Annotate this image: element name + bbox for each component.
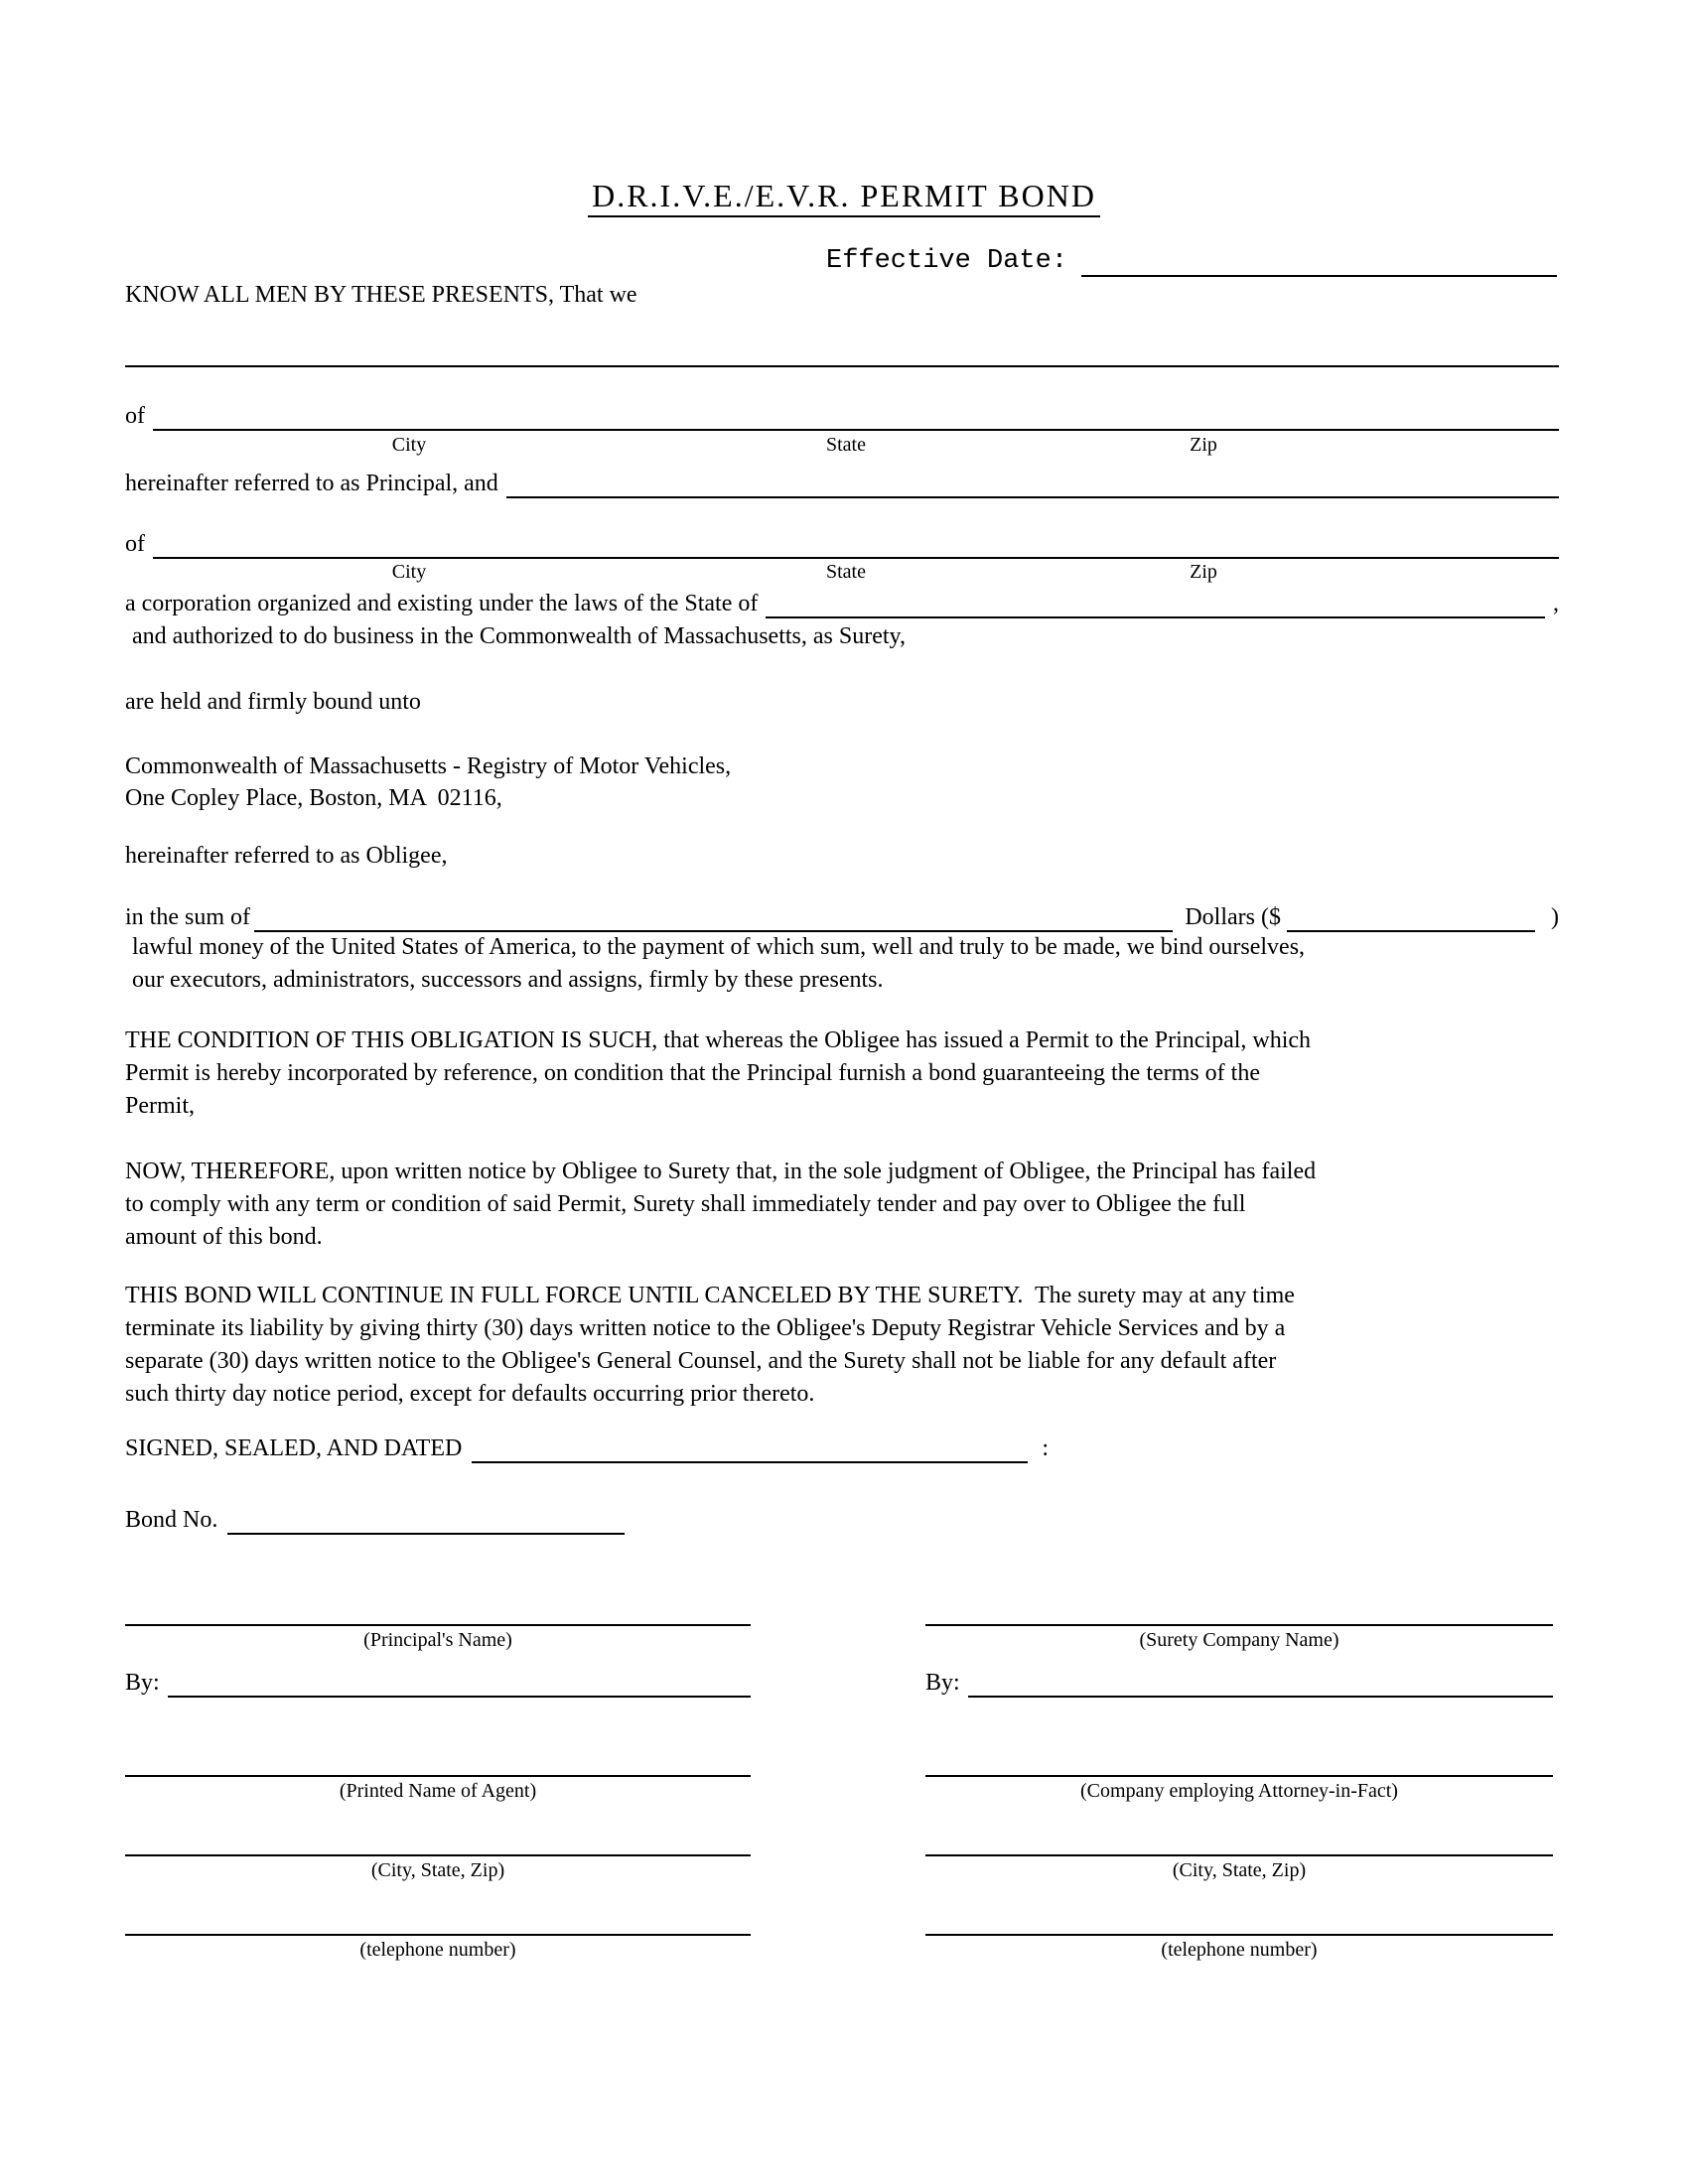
lawful-money-block — [125, 931, 1305, 997]
obligee-block — [125, 751, 731, 814]
state-of-incorporation-field[interactable] — [766, 589, 1545, 618]
principal-name-sign-field[interactable] — [125, 1624, 751, 1626]
page-title: D.R.I.V.E./E.V.R. PERMIT BOND — [588, 179, 1100, 217]
principal-address-row — [125, 401, 1559, 431]
principal-by-row — [125, 1668, 751, 1698]
surety-phone-field[interactable] — [925, 1934, 1553, 1936]
text-line: terminate its liability by giving thirty (30) days written notice to the Obligee's Deputy Registrar Vehicle Services and by a — [125, 1315, 1286, 1341]
surety-company-name-field[interactable] — [925, 1624, 1553, 1626]
zip-label: Zip — [1190, 561, 1217, 583]
principal-phone-field[interactable] — [125, 1934, 751, 1936]
city-label: City — [391, 561, 427, 583]
corporation-row — [125, 589, 1559, 618]
text-line: our executors, administrators, successors and assigns, firmly by these presents. — [132, 967, 884, 993]
effective-date-field[interactable] — [1081, 245, 1557, 277]
surety-csz-caption: (City, State, Zip) — [1172, 1859, 1307, 1881]
principal-city-state-zip-field[interactable] — [153, 401, 1559, 431]
bond-no-label: Bond No. — [125, 1507, 218, 1533]
surety-by-row — [925, 1668, 1553, 1698]
surety-city-state-zip-field[interactable] — [153, 529, 1559, 559]
surety-address-row — [125, 529, 1559, 559]
text-line: separate (30) days written notice to the Obligee's General Counsel, and the Surety shall not be liable for any default after — [125, 1348, 1277, 1374]
text-line: lawful money of the United States of America, to the payment of which sum, well and truly to be made, we bind ourselves, — [132, 934, 1306, 960]
document-header — [0, 179, 1688, 217]
principal-name-caption: (Principal's Name) — [363, 1629, 512, 1651]
principal-ref-row — [125, 469, 1559, 498]
obligee-address: One Copley Place, Boston, MA 02116, — [125, 785, 502, 811]
text-line: NOW, THEREFORE, upon written notice by Obligee to Surety that, in the sole judgment of Obligee, the Principal has failed — [125, 1159, 1317, 1184]
surety-csz-field[interactable] — [925, 1854, 1553, 1856]
dollars-label: Dollars ($ — [1185, 904, 1281, 930]
attorney-company-caption: (Company employing Attorney-in-Fact) — [1080, 1780, 1398, 1802]
text-line: to comply with any term or condition of said Permit, Surety shall immediately tender and pay over to Obligee the full — [125, 1191, 1246, 1217]
by-label: By: — [125, 1670, 160, 1696]
surety-name-caption: (Surety Company Name) — [1139, 1629, 1339, 1651]
sum-numeric-field[interactable] — [1287, 902, 1535, 932]
attorney-company-field[interactable] — [925, 1775, 1553, 1777]
bound-line: are held and firmly bound unto — [125, 689, 421, 715]
signed-colon: : — [1042, 1435, 1049, 1461]
state-label: State — [826, 434, 866, 456]
by-label: By: — [925, 1670, 960, 1696]
surety-name-field[interactable] — [506, 469, 1559, 498]
city-label: City — [391, 434, 427, 456]
of-label: of — [125, 403, 145, 429]
principal-phone-caption: (telephone number) — [359, 1939, 516, 1961]
obligee-name: Commonwealth of Massachusetts - Registry of Motor Vehicles, — [125, 753, 732, 779]
agent-printed-name-field[interactable] — [125, 1775, 751, 1777]
surety-phone-caption: (telephone number) — [1161, 1939, 1318, 1961]
bond-no-row — [125, 1505, 625, 1535]
signed-dated-label: SIGNED, SEALED, AND DATED — [125, 1435, 463, 1461]
sum-row — [125, 902, 1559, 932]
principal-ref-label: hereinafter referred to as Principal, and — [125, 471, 498, 496]
effective-date-label: Effective Date: — [826, 246, 1068, 276]
signed-date-field[interactable] — [472, 1433, 1028, 1463]
text-line: amount of this bond. — [125, 1224, 323, 1250]
principal-csz-caption: (City, State, Zip) — [370, 1859, 505, 1881]
effective-date-row — [826, 245, 1557, 277]
corporation-comma: , — [1553, 591, 1559, 616]
of-label: of — [125, 531, 145, 557]
paragraph-continue — [125, 1280, 1295, 1411]
signed-dated-row — [125, 1433, 1049, 1463]
obligee-ref-line: hereinafter referred to as Obligee, — [125, 843, 448, 869]
agent-printed-name-caption: (Printed Name of Agent) — [339, 1780, 537, 1802]
sum-words-field[interactable] — [254, 902, 1173, 932]
close-paren: ) — [1551, 904, 1559, 930]
principal-names-field[interactable] — [125, 365, 1559, 367]
paragraph-condition — [125, 1024, 1311, 1123]
corporation-label: a corporation organized and existing under the laws of the State of — [125, 591, 759, 616]
surety-by-signature-field[interactable] — [968, 1668, 1553, 1698]
principal-csz-field[interactable] — [125, 1854, 751, 1856]
text-line: Permit, — [125, 1093, 195, 1119]
zip-label: Zip — [1190, 434, 1217, 456]
text-line: Permit is hereby incorporated by reference, on condition that the Principal furnish a bond guaranteeing the terms of the — [125, 1060, 1260, 1086]
principal-by-signature-field[interactable] — [168, 1668, 751, 1698]
sum-prefix-label: in the sum of — [125, 904, 250, 930]
authorized-line: and authorized to do business in the Commonwealth of Massachusetts, as Surety, — [132, 623, 906, 649]
state-label: State — [826, 561, 866, 583]
paragraph-now-therefore — [125, 1156, 1316, 1254]
intro-line: KNOW ALL MEN BY THESE PRESENTS, That we — [125, 282, 637, 308]
bond-no-field[interactable] — [227, 1505, 625, 1535]
text-line: THE CONDITION OF THIS OBLIGATION IS SUCH, that whereas the Obligee has issued a Permit to the Principal, which — [125, 1027, 1312, 1053]
text-line: such thirty day notice period, except for defaults occurring prior thereto. — [125, 1381, 815, 1407]
text-line: THIS BOND WILL CONTINUE IN FULL FORCE UNTIL CANCELED BY THE SURETY. The surety may at any time — [125, 1283, 1295, 1308]
